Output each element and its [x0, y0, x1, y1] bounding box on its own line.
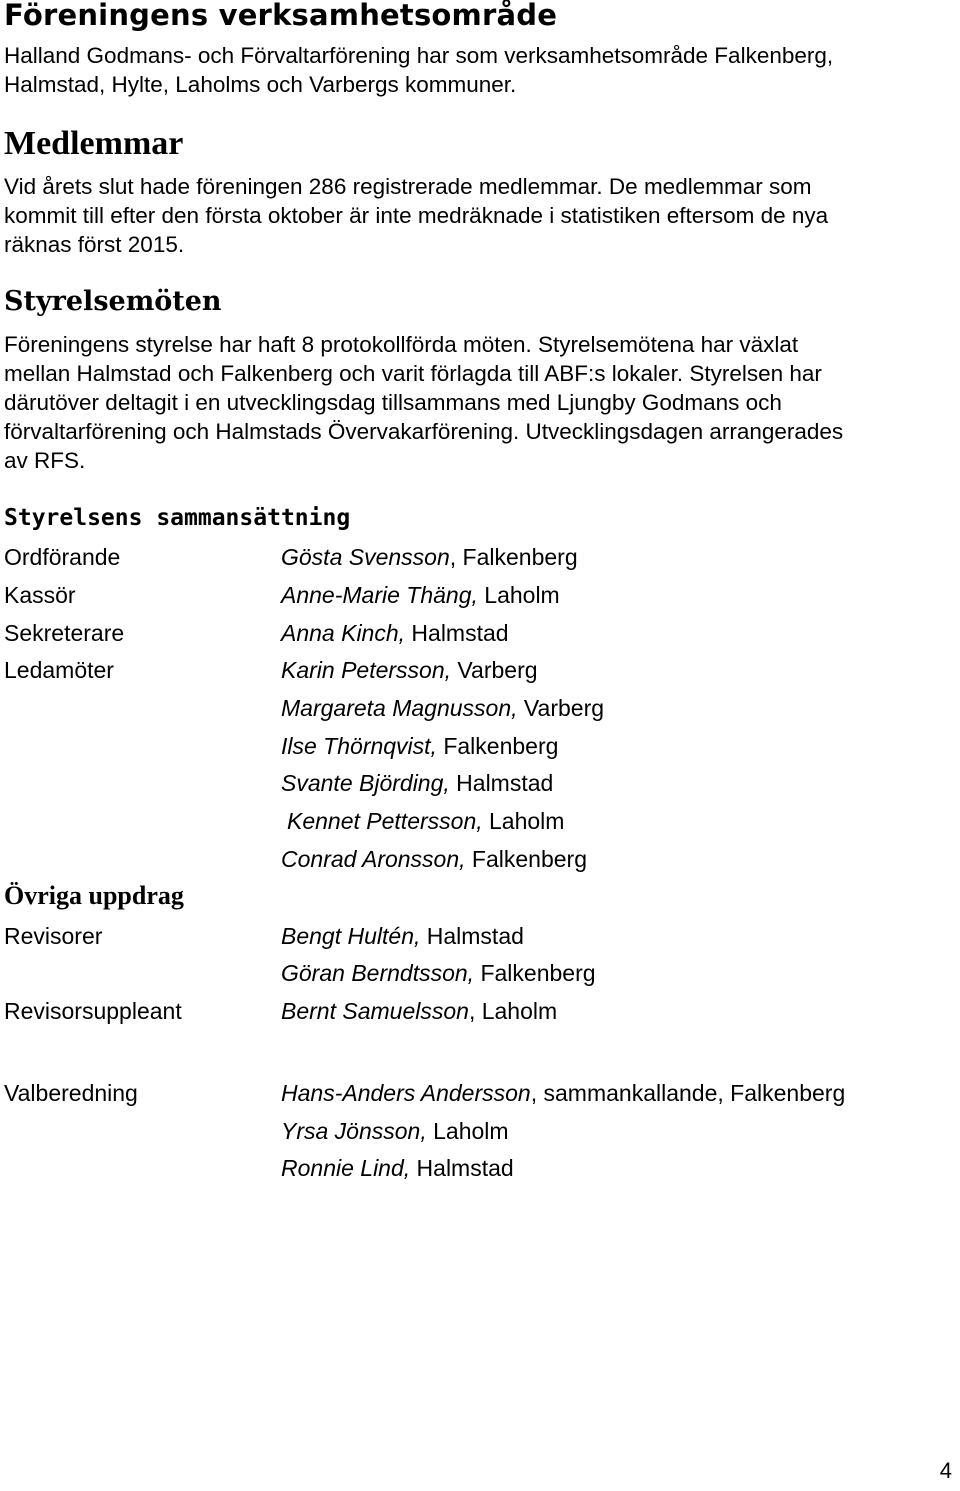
member-name: Anna Kinch, — [281, 620, 406, 646]
role-label: Ledamöter — [4, 657, 114, 683]
heading-medlemmar: Medlemmar — [4, 125, 184, 162]
member-place: Laholm — [489, 808, 565, 834]
paragraph-line: Föreningens styrelse har haft 8 protokollförda möten. Styrelsemötena har växlat — [4, 332, 799, 357]
member-place: Varberg — [523, 695, 605, 721]
member-entry: Gösta Svensson, Falkenberg — [281, 544, 578, 570]
paragraph-line: mellan Halmstad och Falkenberg och varit förlagda till ABF:s lokaler. Styrelsen har — [4, 361, 822, 386]
member-place: Halmstad — [426, 923, 524, 949]
member-entry — [281, 958, 596, 988]
member-place: Laholm — [433, 1118, 509, 1144]
member-entry — [281, 580, 560, 610]
member-entry — [287, 806, 564, 836]
role-label: Valberedning — [4, 1080, 138, 1106]
member-name: Göran Berndtsson, — [281, 960, 475, 986]
heading-verksamhetsomrade: Föreningens verksamhetsområde — [4, 0, 558, 32]
page-number: 4 — [939, 1458, 952, 1483]
member-name: Ilse Thörnqvist, — [281, 733, 437, 759]
member-name: Margareta Magnusson, — [281, 695, 518, 721]
member-name: Kennet Pettersson, — [287, 808, 483, 834]
member-name: Anne-Marie Thäng, — [281, 582, 478, 608]
paragraph-line: förvaltarförening och Halmstads Övervakarförening. Utvecklingsdagen arrangerades — [4, 419, 844, 444]
paragraph-line: räknas först 2015. — [4, 232, 185, 257]
member-entry — [281, 693, 604, 723]
paragraph-line: kommit till efter den första oktober är inte medräknade i statistiken eftersom de nya — [4, 203, 829, 228]
role-label: Ordförande — [4, 544, 121, 570]
paragraph-line: Halmstad, Hylte, Laholms och Varbergs kommuner. — [4, 72, 517, 97]
member-entry — [281, 844, 587, 874]
member-name: Svante Björding, — [281, 770, 450, 796]
heading-styrelsens-sammansattning: Styrelsens sammansättning — [4, 505, 351, 531]
member-name: Hans-Anders Andersson — [281, 1080, 531, 1106]
member-place: Halmstad — [411, 620, 509, 646]
member-place: Falkenberg — [480, 960, 596, 986]
member-entry — [281, 618, 509, 648]
member-name: Karin Petersson, — [281, 657, 452, 683]
role-label: Revisorer — [4, 923, 103, 949]
member-entry — [281, 768, 553, 798]
member-place: Falkenberg — [471, 846, 587, 872]
member-name: Ronnie Lind, — [281, 1155, 411, 1181]
member-place: Falkenberg — [462, 544, 578, 570]
member-place: Halmstad — [416, 1155, 514, 1181]
paragraph-line: av RFS. — [4, 448, 86, 473]
member-entry — [281, 1116, 509, 1146]
member-name: Yrsa Jönsson, — [281, 1118, 427, 1144]
role-label: Kassör — [4, 582, 76, 608]
member-name: Bernt Samuelsson — [281, 998, 469, 1024]
member-entry — [281, 655, 538, 685]
member-place: Varberg — [457, 657, 538, 683]
member-place: Laholm — [484, 582, 560, 608]
heading-ovriga-uppdrag: Övriga uppdrag — [4, 881, 184, 910]
role-label: Sekreterare — [4, 620, 125, 646]
member-entry: Hans-Anders Andersson, sammankallande, Falkenberg — [281, 1080, 846, 1106]
member-name: Gösta Svensson — [281, 544, 450, 570]
heading-styrelsemoten: Styrelsemöten — [4, 286, 222, 317]
member-entry — [281, 921, 524, 951]
member-place: sammankallande, Falkenberg — [543, 1080, 846, 1106]
member-entry — [281, 1153, 514, 1183]
role-label: Revisorsuppleant — [4, 998, 182, 1024]
paragraph-line: därutöver deltagit i en utvecklingsdag tillsammans med Ljungby Godmans och — [4, 390, 782, 415]
member-place: Laholm — [481, 998, 558, 1024]
member-entry — [281, 731, 558, 761]
member-entry: Bernt Samuelsson, Laholm — [281, 998, 558, 1024]
paragraph-line: Vid årets slut hade föreningen 286 registrerade medlemmar. De medlemmar som — [4, 174, 812, 199]
member-place: Halmstad — [456, 770, 554, 796]
member-place: Falkenberg — [443, 733, 559, 759]
member-name: Bengt Hultén, — [281, 923, 421, 949]
member-name: Conrad Aronsson, — [281, 846, 466, 872]
paragraph-line: Halland Godmans- och Förvaltarförening har som verksamhetsområde Falkenberg, — [4, 43, 834, 68]
